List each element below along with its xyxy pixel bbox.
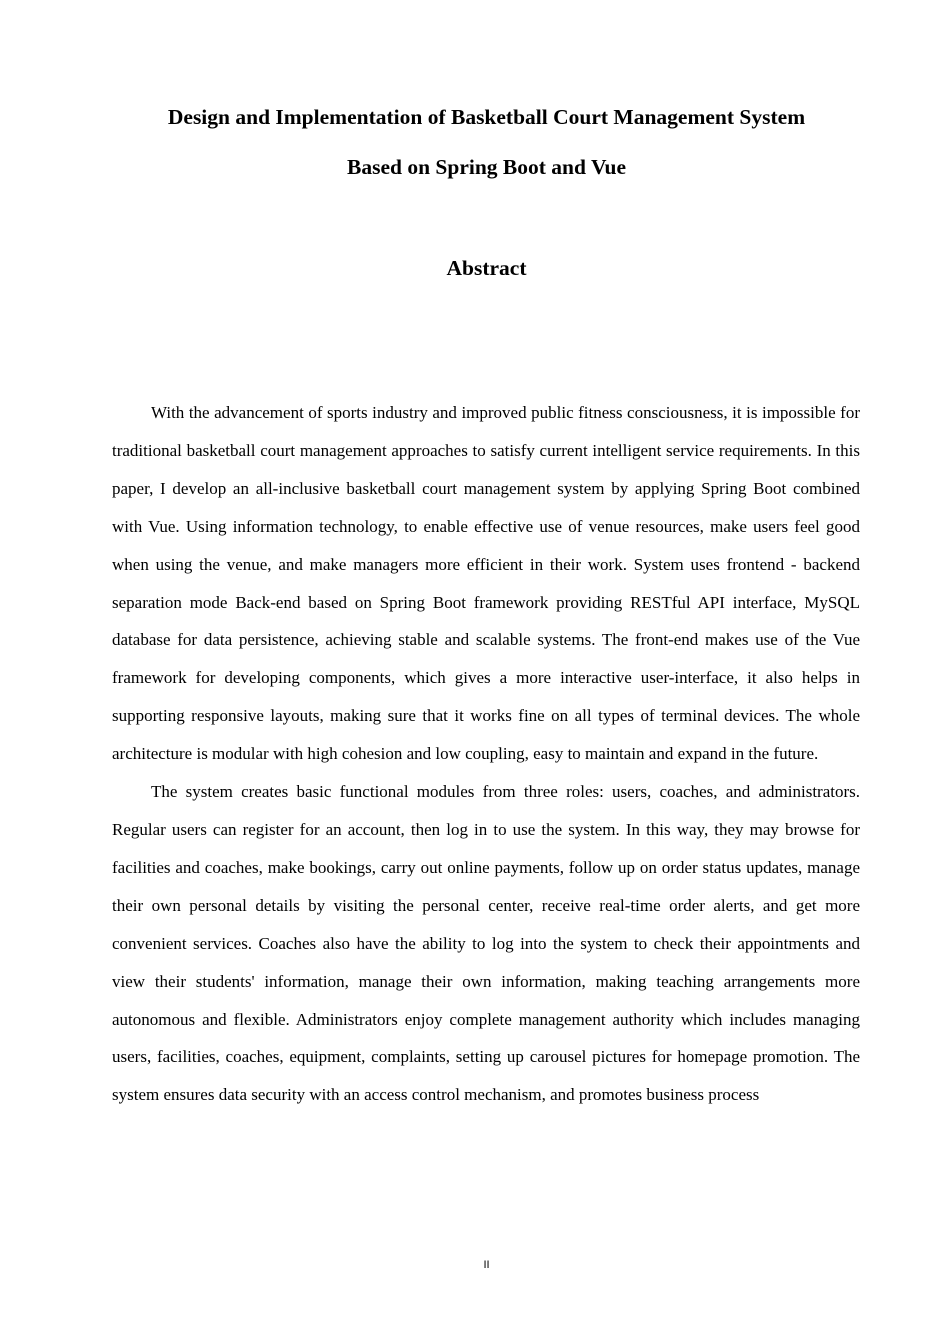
page-number: II xyxy=(483,1259,490,1271)
abstract-body xyxy=(112,394,860,1114)
abstract-paragraph-2: The system creates basic functional modules from three roles: users, coaches, and administrators. Regular users can register for an account, then log in to use the system. In this way, they may browse for facilities and coaches, make bookings, carry out online payments, follow up on order status updates, manage their own personal details by visiting the personal center, receive real-time order alerts, and get more convenient services. Coaches also have the ability to log into the system to check their appointments and view their students' information, manage their own information, making teaching arrangements more autonomous and flexible. Administrators enjoy complete management authority which includes managing users, facilities, coaches, equipment, complaints, setting up carousel pictures for homepage promotion. The system ensures data security with an access control mechanism, and promotes business process xyxy=(112,782,860,1105)
title-line-1: Design and Implementation of Basketball Court Management System xyxy=(167,105,806,129)
title-line-2: Based on Spring Boot and Vue xyxy=(346,155,626,179)
abstract-paragraph-1: With the advancement of sports industry and improved public fitness consciousness, it is impossible for traditional basketball court management approaches to satisfy current intelligent service requirements. In this paper, I develop an all-inclusive basketball court management system by applying Spring Boot combined with Vue. Using information technology, to enable effective use of venue resources, make users feel good when using the venue, and make managers more efficient in their work. System uses frontend - backend separation mode Back-end based on Spring Boot framework providing RESTful API interface, MySQL database for data persistence, achieving stable and scalable systems. The front-end makes use of the Vue framework for developing components, which gives a more interactive user-interface, it also helps in supporting responsive layouts, making sure that it works fine on all types of terminal devices. The whole architecture is modular with high cohesion and low coupling, easy to maintain and expand in the future. xyxy=(112,403,860,764)
abstract-heading: Abstract xyxy=(446,256,527,280)
